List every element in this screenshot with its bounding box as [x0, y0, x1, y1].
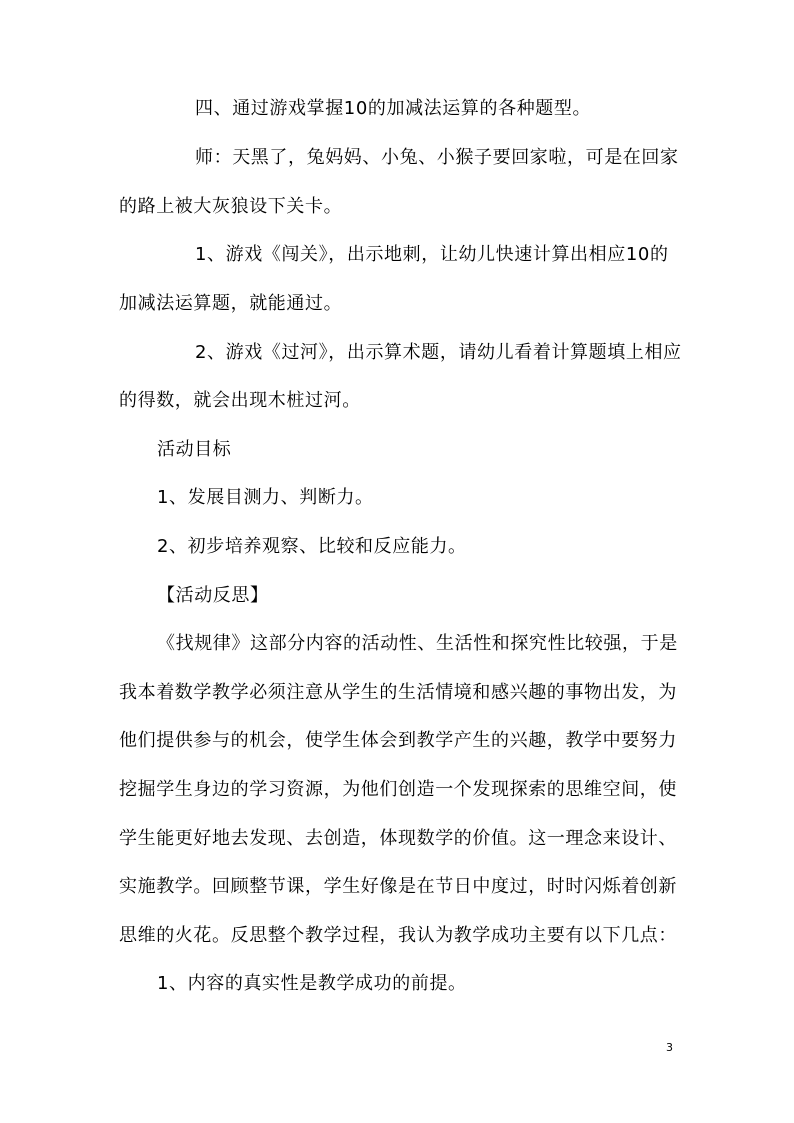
paragraph-line: 加减法运算题，就能通过。 — [119, 293, 343, 314]
paragraph-line: 《找规律》这部分内容的活动性、生活性和探究性比较强，于是 — [157, 633, 678, 654]
paragraph-line: 挖掘学生身边的学习资源，为他们创造一个发现探索的思维空间，使 — [119, 779, 677, 800]
paragraph-line: 学生能更好地去发现、去创造，体现数学的价值。这一理念来设计、 — [119, 828, 677, 849]
paragraph-line: 他们提供参与的机会，使学生体会到教学产生的兴趣，教学中要努力 — [119, 730, 677, 751]
activity-reflection-heading: 【活动反思】 — [157, 585, 269, 606]
paragraph-line: 的路上被大灰狼设下关卡。 — [119, 196, 343, 217]
reflection-point-1: 1、内容的真实性是教学成功的前提。 — [157, 973, 467, 994]
activity-goals-heading: 活动目标 — [157, 439, 232, 460]
list-item-game-2: 2、游戏《过河》，出示算术题，请幼儿看着计算题填上相应 — [195, 342, 682, 363]
paragraph-line: 思维的火花。反思整个教学过程，我认为教学成功主要有以下几点： — [119, 925, 677, 946]
goal-item-1: 1、发展目测力、判断力。 — [157, 487, 374, 508]
section-heading-four: 四、通过游戏掌握10的加减法运算的各种题型。 — [195, 98, 592, 119]
goal-item-2: 2、初步培养观察、比较和反应能力。 — [157, 536, 467, 557]
paragraph-line: 师：天黑了，兔妈妈、小兔、小猴子要回家啦，可是在回家 — [195, 147, 679, 168]
list-item-game-1: 1、游戏《闯关》，出示地刺，让幼儿快速计算出相应10的 — [195, 244, 669, 265]
paragraph-line: 我本着数学教学必须注意从学生的生活情境和感兴趣的事物出发，为 — [119, 682, 677, 703]
paragraph-line: 实施教学。回顾整节课，学生好像是在节日中度过，时时闪烁着创新 — [119, 876, 677, 897]
paragraph-line: 的得数，就会出现木桩过河。 — [119, 390, 361, 411]
page-number: 3 — [666, 1041, 673, 1054]
